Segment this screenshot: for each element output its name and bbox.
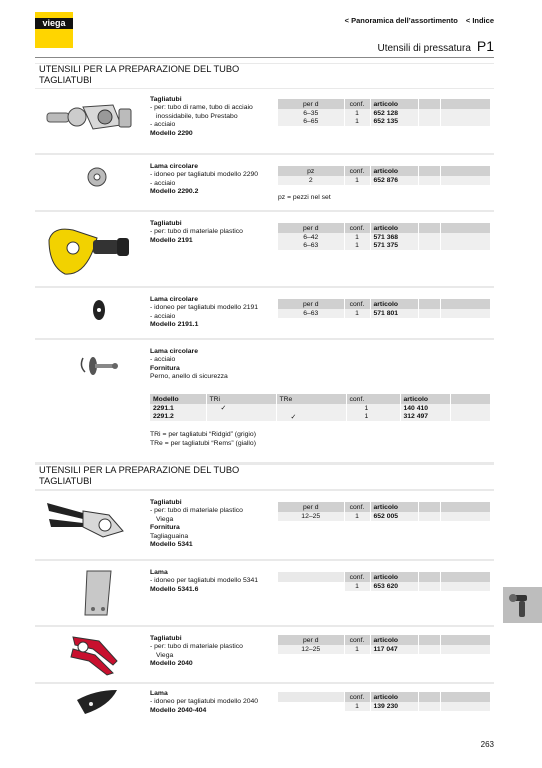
article-table [278,572,491,591]
cell: 6–63 [278,242,344,251]
section-subtitle: TAGLIATUBI [39,476,92,486]
column-header: articolo [370,166,418,176]
product-detail: - idoneo per tagliatubi modello 2290 [150,171,259,179]
cell: 1 [346,413,400,422]
product-model: Modello 5341.6 [150,585,199,593]
cell: 1 [346,404,400,413]
product-description [150,348,300,382]
table-row [278,582,491,591]
product-model: Modello 2040-404 [150,706,207,714]
product-detail: inossidabile, tubo Prestabo [156,112,238,120]
column-header: articolo [370,572,418,582]
cell: 2291.2 [150,413,206,422]
product-detail: - acciaio [150,179,176,187]
column-header: articolo [370,223,418,233]
column-header: conf. [344,299,370,309]
column-header: pz [278,166,344,176]
article-number: 571 368 [370,233,418,242]
article-number: 652 128 [370,109,418,118]
cell: 1 [344,702,370,711]
article-number: 139 230 [370,702,418,711]
cell: 1 [344,176,370,185]
article-number: 652 135 [370,118,418,127]
article-table [278,299,491,318]
article-number: 571 375 [370,242,418,251]
cell: 12–25 [278,512,344,521]
table-row [278,702,491,711]
cutting-wheel-image [43,290,135,336]
section-title: UTENSILI PER LA PREPARAZIONE DEL TUBO [39,465,240,475]
cell: 1 [344,242,370,251]
product-name: Tagliatubi [150,220,182,227]
column-header: articolo [370,299,418,309]
product-name: Tagliatubi [150,635,182,642]
column-header: conf. [344,692,370,702]
column-header: conf. [344,223,370,233]
product-row [35,627,494,682]
column-header: articolo [370,635,418,645]
table-row [278,512,491,521]
table-row [278,118,491,127]
product-description [150,569,260,594]
column-header: articolo [370,502,418,512]
product-row [35,288,494,338]
cell: 1 [344,233,370,242]
check-icon: ✓ [206,404,276,413]
page-number: 263 [480,740,494,749]
chevron-left-icon: < [344,16,350,25]
product-detail: - acciaio [150,312,176,320]
article-number: 140 410 [400,404,450,413]
cutting-wheel-image [43,159,135,205]
red-pipe-cutter-image [43,631,135,677]
table-row [278,109,491,118]
chevron-left-icon: < [465,16,471,25]
article-number: 571 801 [370,309,418,318]
top-navigation [345,16,494,25]
column-header: TRi [206,394,276,404]
column-header: articolo [400,394,450,404]
cutting-wheel-pin-image [43,346,135,392]
product-row [35,561,494,625]
product-name: Tagliatubi [150,96,182,103]
column-header: conf. [344,166,370,176]
cell [206,413,276,422]
chapter-code: P1 [476,38,494,54]
note-line: TRe = per tagliatubi “Rems” (giallo) [150,439,256,447]
section-heading [35,465,494,489]
product-row [35,684,494,739]
section-heading [35,64,494,88]
product-detail: - idoneo per tagliatubi modello 2040 [150,698,259,706]
product-model: Modello 2040 [150,660,193,668]
product-row [35,340,494,450]
table-row [150,404,491,413]
cell: 1 [344,645,370,654]
table-row [278,645,491,654]
plastic-pipe-cutter-image [43,216,135,280]
column-header: TRe [276,394,346,404]
product-model: Modello 5341 [150,541,193,549]
product-description [150,635,260,669]
cell: 6–65 [278,118,344,127]
article-table [278,99,491,126]
press-tool-icon [503,587,542,623]
supply-label: Fornitura [150,364,180,372]
section-title: UTENSILI PER LA PREPARAZIONE DEL TUBO [39,64,240,74]
pipe-cutter-image [43,95,135,141]
note-line: TRi = per tagliatubi “Ridgid” (grigio) [150,431,256,438]
product-model: Modello 2290 [150,129,193,137]
article-number: 117 047 [370,645,418,654]
product-model: Modello 2290.2 [150,188,199,196]
article-table [278,166,491,185]
table-note: pz = pezzi nel set [278,194,331,201]
product-detail: Viega [156,651,174,659]
article-number: 312 497 [400,413,450,422]
cell: 6–35 [278,109,344,118]
cell: 12–25 [278,645,344,654]
column-header: per d [278,635,344,645]
cell: 1 [344,512,370,521]
cell: 6–42 [278,233,344,242]
black-blade-image [43,684,135,730]
column-header: conf. [344,99,370,109]
cell: 1 [344,118,370,127]
product-detail: - idoneo per tagliatubi modello 2191 [150,304,259,312]
column-header: per d [278,299,344,309]
supply-label: Fornitura [150,524,180,532]
article-table [278,502,491,521]
index-link[interactable] [466,16,494,25]
column-header: conf. [344,635,370,645]
product-name: Lama circolare [150,296,198,303]
table-row [278,176,491,185]
product-detail: - per: tubo di materiale plastico [150,507,243,515]
chapter-side-tab[interactable] [503,587,542,623]
product-description [150,163,260,197]
product-name: Lama circolare [150,348,198,355]
product-description [150,499,260,549]
table-note [150,431,256,448]
product-name: Lama circolare [150,163,198,170]
table-row [278,242,491,251]
product-name: Tagliatubi [150,499,182,506]
supply-text: Perno, anello di sicurezza [150,373,228,381]
product-name: Lama [150,690,168,697]
brand-name: viega [35,18,73,29]
column-header: per d [278,223,344,233]
product-detail: - idoneo per tagliatubi modello 5341 [150,577,259,585]
product-detail: - acciaio [150,121,176,129]
cell: 6–63 [278,309,344,318]
product-detail: - acciaio [150,356,176,364]
column-header: conf. [344,502,370,512]
cell: 2 [278,176,344,185]
viega-logo [35,12,73,48]
column-header: Modello [150,394,206,404]
product-row [35,155,494,210]
overview-label: Panoramica dell’assortimento [351,16,458,25]
check-icon: ✓ [276,413,346,422]
cell [276,404,346,413]
product-detail: Viega [156,515,174,523]
column-header: per d [278,99,344,109]
product-detail: - per: tubo di rame, tubo di acciaio [150,104,253,112]
overview-link[interactable] [345,16,458,25]
product-description [150,690,260,715]
chapter-heading [378,38,495,54]
product-row [35,491,494,559]
header-divider [35,57,494,58]
table-row [150,413,491,422]
column-header: per d [278,502,344,512]
table-row [278,309,491,318]
column-header: articolo [370,692,418,702]
column-header: conf. [346,394,400,404]
supply-text: Tagliaguaina [150,532,189,540]
cell: 2291.1 [150,404,206,413]
article-number: 652 876 [370,176,418,185]
article-number: 652 005 [370,512,418,521]
chapter-title: Utensili di pressatura [377,43,471,54]
section-subtitle: TAGLIATUBI [39,75,92,85]
article-table [150,394,491,421]
cell: 1 [344,582,370,591]
blade-image [43,567,135,619]
cell: 1 [344,309,370,318]
cell: 1 [344,109,370,118]
article-table [278,635,491,654]
pipe-shears-image [43,497,135,543]
product-description [150,296,260,330]
product-model: Modello 2191.1 [150,321,199,329]
article-table [278,223,491,250]
product-description [150,220,260,245]
product-model: Modello 2191 [150,236,193,244]
product-name: Lama [150,569,168,576]
column-header: conf. [344,572,370,582]
column-header: articolo [370,99,418,109]
table-row [278,233,491,242]
product-detail: - per: tubo di materiale plastico [150,228,243,236]
article-number: 653 620 [370,582,418,591]
product-description [150,96,260,138]
index-label: Indice [472,16,494,25]
article-table [278,692,491,711]
product-detail: - per: tubo di materiale plastico [150,643,243,651]
product-row [35,89,494,153]
product-row [35,212,494,286]
